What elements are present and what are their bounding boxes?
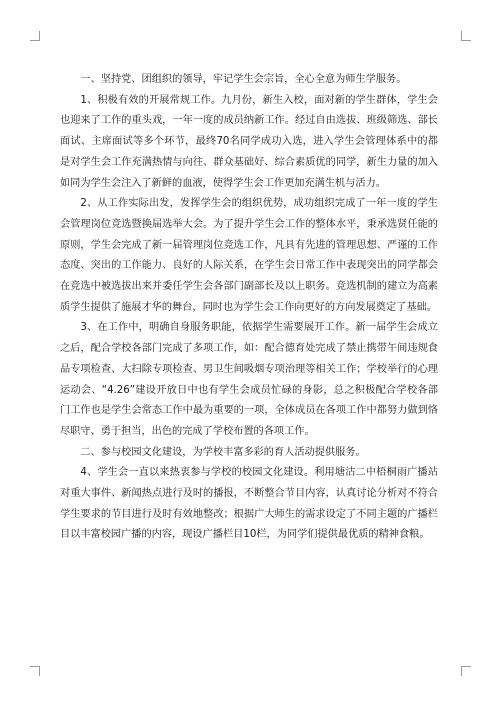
crop-mark-bottom-right bbox=[461, 666, 471, 676]
section-heading-2: 二、参与校园文化建设，为学校丰富多彩的育人活动提供服务。 bbox=[80, 446, 366, 458]
crop-mark-top-right bbox=[461, 31, 471, 41]
section-heading-1: 一、坚持党、团组织的领导，牢记学生会宗旨，全心全意为师生学服务。 bbox=[80, 74, 407, 85]
paragraph-1: 1、积极有效的开展常规工作。九月份，新生入校，面对新的学生群体，学生会也迎来了工作的重头戏，一年一度的成员纳新工作。经过自由选拔、班级筛选、部长面试、主席面试等多个环节，最终70名同学成功入选，进入学生会管理体系中的都是对学生会工作充满热情与向往、群众基础好、综合素质优的同学，新生力量的加入如同为学生会注入了新鲜的血液，使得学生会工作更加充满生机与活力。 bbox=[60, 94, 438, 189]
paragraph-2: 2、从工作实际出发，发挥学生会的组织优势，成功组织完成了一年一度的学生会管理岗位竞选暨换届选举大会。为了提升学生会工作的整体水平，秉承选贤任能的原则，学生会完成了新一届管理岗位竞选工作，凡具有先进的管理思想、严谨的工作态度、突出的工作能力、良好的人际关系，在学生会日常工作中表现突出的同学都会在竞选中被选拔出来并委任学生会各部门副部长及以上职务。竞选机制的建立为高素质学生提供了施展才华的舞台，同时也为学生会工作向更好的方向发展奠定了基础。 bbox=[60, 198, 438, 313]
crop-mark-top-left bbox=[30, 31, 40, 41]
paragraph-4: 4、学生会一直以来热衷参与学校的校园文化建设。利用塘沽二中梧桐雨广播站对重大事件、新闻热点进行及时的播报，不断整合节目内容，认真讨论分析对不符合学生要求的节目进行及时有效地整改；根据广大师生的需求设定了不同主题的广播栏目以丰富校园广播的内容，现设广播栏目10栏，为同学们提供最优质的精神食粮。 bbox=[60, 467, 438, 541]
crop-mark-bottom-left bbox=[30, 666, 40, 676]
paragraph-3: 3、在工作中，明确自身服务职能，依据学生需要展开工作。新一届学生会成立之后，配合学校各部门完成了多项工作，如：配合德育处完成了禁止携带午间违规食品专项检查、大扫除专项检查、男卫生间吸烟专项治理等相关工作；学校举行的心理运动会、“4.26”建设开放日中也有学生会成员忙碌的身影，总之积极配合学校各部门工作也是学生会常态工作中最为重要的一项，全体成员在各项工作中都努力做到恪尽职守、勇于担当，出色的完成了学校布置的各项工作。 bbox=[60, 322, 438, 437]
document-body bbox=[60, 70, 438, 546]
